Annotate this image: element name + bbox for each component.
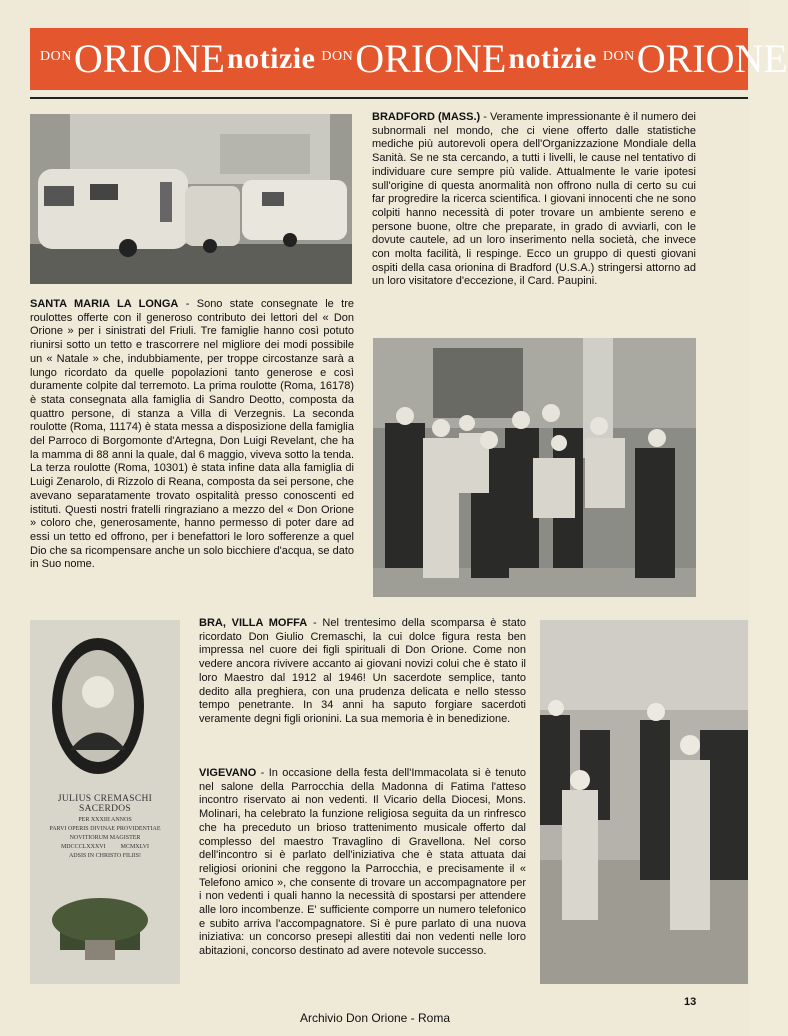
masthead-banner bbox=[30, 28, 788, 90]
article-place: BRADFORD (MASS.) bbox=[372, 111, 481, 123]
archive-caption: Archivio Don Orione - Roma bbox=[299, 1011, 451, 1025]
bradford-group-photo-drawing bbox=[373, 338, 696, 597]
brand-orione: ORIONE bbox=[355, 36, 507, 81]
plaque-line: ADSIS IN CHRISTO FILIIS! bbox=[68, 853, 142, 859]
article-bradford bbox=[372, 111, 696, 289]
brand-don: DON bbox=[321, 49, 354, 64]
plaque-line: PER XXXIII ANNOS bbox=[78, 817, 132, 823]
brand-notizie: notizie bbox=[508, 42, 597, 75]
article-body: - Sono state consegnate le tre roulottes offerte con il generoso contributo dei lettori del « Don Orione » per i sinistrati del Friuli. Tre famiglie hanno così potuto riunirsi sotto un tetto e trascorrere nel migliore dei modi possibile un « Natale » che, indubbiamente, per troppe circostanze sarà a lungo ricordato da quelle popolazioni tanto generose e così duramente colpite dal terremoto. La prima roulotte (Roma, 16178) è stata consegnata alla famiglia di Sandro Deotto, composta da quattro persone, di stanza a Villa di Verzegnis. La seconda roulotte (Roma, 11174) è stata messa a disposizione della famiglia del Parroco di Borgomonte d'Artegna, Don Luigi Revelant, che ha la mamma di 88 anni la quale, dal 6 maggio, viveva sotto la tenda. La terza roulotte (Roma, 10301) è stata infine data alla famiglia di Luigi Zenarolo, di Rizzolo di Reana, composta da sei persone, che avevano separatamente trovato ospitalità presso conoscenti ed istituti. Questi nostri fratelli ringraziano a mezzo del « Don Orione » coloro che, generosamente, hanno permesso di poter dare ad essi un tetto ed offrono, per i benefattori le loro sofferenze a quel Dio che sa ricompensare anche un solo bicchiere d'acqua, se dato in Suo nome. bbox=[30, 298, 354, 571]
header-rule bbox=[30, 97, 748, 99]
vigevano-hall-photo bbox=[540, 620, 748, 984]
article-body: - Nel trentesimo della scomparsa è stato ricordato Don Giulio Cremaschi, la cui dolce figura resta ben impressa nel cuore dei figli spirituali di Don Orione. Come non vedere ancora rivivere accanto ai giovani novizi colui che è stato il loro Maestro dal 1912 al 1946! Un sacerdote semplice, tanto dedito alla preghiera, con una prudenza delicata e nello stesso tempo penetrante. In 34 anni ha saputo forgiare sacerdoti veramente degni figli orionini. La sua memoria è in benedizione. bbox=[199, 617, 526, 725]
page-number: 13 bbox=[684, 996, 697, 1008]
brand-don: DON bbox=[602, 49, 635, 64]
bradford-group-photo bbox=[373, 338, 696, 597]
roulottes-photo bbox=[30, 114, 352, 284]
plaque-line: NOVITIORUM MAGISTER bbox=[69, 835, 141, 841]
vigevano-hall-photo-drawing bbox=[540, 620, 748, 984]
article-bra bbox=[199, 617, 526, 727]
article-place: VIGEVANO bbox=[199, 767, 257, 779]
plaque-line: PARVI OPERIS DIVINAE PROVIDENTIAE bbox=[49, 826, 161, 832]
masthead-brand-repeat-2 bbox=[602, 36, 788, 81]
masthead-brand bbox=[40, 36, 316, 81]
brand-orione: ORIONE bbox=[73, 36, 225, 81]
masthead-brand-repeat bbox=[321, 36, 597, 81]
plaque-line: JULIUS CREMASCHI SACERDOS bbox=[57, 794, 153, 814]
brand-orione: ORIONE bbox=[636, 36, 788, 81]
plaque-line: MDCCCLXXXVI MCMXLVI bbox=[60, 844, 150, 850]
plaque-inscription bbox=[34, 794, 176, 859]
article-place: SANTA MARIA LA LONGA bbox=[30, 298, 179, 310]
article-vigevano bbox=[199, 767, 526, 959]
brand-notizie: notizie bbox=[226, 42, 316, 75]
cremaschi-plaque-photo bbox=[30, 620, 180, 984]
article-body: - In occasione della festa dell'Immacolata si è tenuto nel salone della Parrocchia della Madonna di Fatima l'atteso incontro riservato ai non vedenti. Il Vicario della Diocesi, Mons. Molinari, ha celebrato la funzione religiosa seguita da un rinfresco che ha preceduto un brioso trattenimento musicale offerto dal complesso del maestro Travaglino di Gravellona. Nel corso dell'incontro si è parlato dell'iniziativa che è stata attuata dai religiosi orionini che reggono la Parrocchia, e precisamente il « Telefono amico », che consente di trovare un accompagnatore per i non vedenti i quali hanno la necessità di spostarsi per attendere alle loro incombenze. E' sufficiente comporre un numero telefonico e subito arriva l'accompagnatore. Si è pure parlato di una nuova iniziativa: un concorso presepi allestiti dai non vedenti nelle loro abitazioni, concorso destinato ad avere notevole successo. bbox=[199, 767, 526, 958]
article-santa-maria bbox=[30, 298, 354, 572]
article-body: - Veramente impressionante è il numero dei subnormali nel mondo, che ci viene offerto dalle statistiche mediche più autorevoli opera dell'Organizzazione Mondiale della Sanità. Se ne sta cercando, a tutti i livelli, le cause nel tentativo di individuare cure sempre più valide. Attualmente le varie ipotesi sull'origine di questa anormalità non offrono nulla di certo su cui far progredire la ricerca scientifica. I giovani innocenti che ne sono colpiti hanno necessità di poter trovare un ambiente sereno e persone buone, oltre che preparate, in grado di avviarli, con le dovute cautele, ad un loro inserimento nella società, che invece con molta facilità, li respinge. Ecco un gruppo di questi giovani ospiti della casa orionina di Bradford (U.S.A.) stringersi attorno ad un loro visitatore d'eccezione, il Card. Paupini. bbox=[372, 111, 697, 288]
article-place: BRA, VILLA MOFFA bbox=[199, 617, 308, 629]
roulottes-photo-drawing bbox=[30, 114, 352, 284]
brand-don: DON bbox=[40, 49, 72, 64]
